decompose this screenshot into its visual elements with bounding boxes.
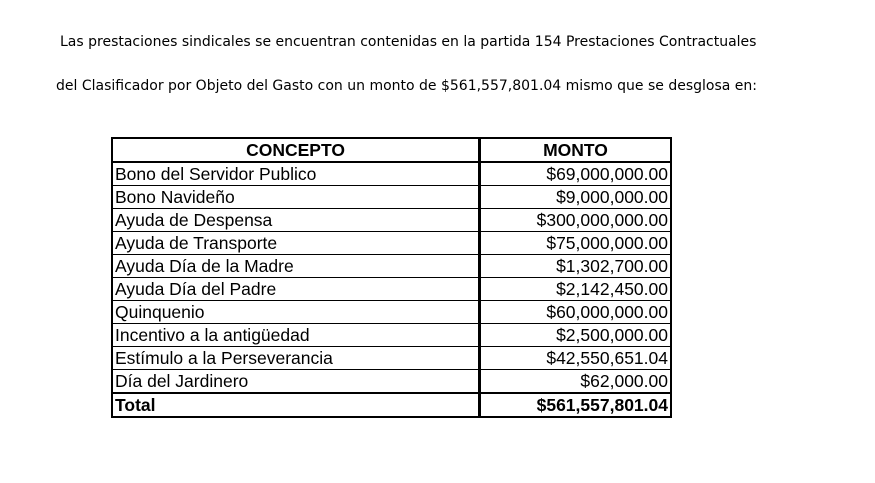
table-row — [112, 324, 671, 347]
paragraph-line-1: Las prestaciones sindicales se encuentran contenidas en la partida 154 Prestaciones Contractuales — [60, 34, 757, 50]
concepto-cell: Bono Navideño — [112, 186, 480, 209]
total-amount: $561,557,801.04 — [480, 393, 671, 417]
monto-cell: $62,000.00 — [480, 370, 671, 394]
table-row — [112, 186, 671, 209]
desglose-table — [111, 137, 672, 418]
monto-cell: $9,000,000.00 — [480, 186, 671, 209]
concepto-cell: Ayuda Día del Padre — [112, 278, 480, 301]
monto-cell: $2,500,000.00 — [480, 324, 671, 347]
table-body — [112, 162, 671, 393]
table-row — [112, 209, 671, 232]
paragraph-line-2: del Clasificador por Objeto del Gasto con un monto de $561,557,801.04 mismo que se desglosa en: — [56, 78, 757, 94]
monto-cell: $69,000,000.00 — [480, 162, 671, 186]
table-header-row — [112, 138, 671, 162]
monto-cell: $1,302,700.00 — [480, 255, 671, 278]
table-row — [112, 370, 671, 394]
table-row — [112, 347, 671, 370]
concepto-cell: Ayuda de Transporte — [112, 232, 480, 255]
concepto-cell: Quinquenio — [112, 301, 480, 324]
table-row — [112, 255, 671, 278]
concepto-cell: Estímulo a la Perseverancia — [112, 347, 480, 370]
monto-cell: $75,000,000.00 — [480, 232, 671, 255]
monto-cell: $2,142,450.00 — [480, 278, 671, 301]
concepto-cell: Incentivo a la antigüedad — [112, 324, 480, 347]
table-row — [112, 278, 671, 301]
table-row — [112, 301, 671, 324]
header-monto: MONTO — [480, 138, 671, 162]
total-label: Total — [112, 393, 480, 417]
table-row — [112, 232, 671, 255]
monto-cell: $42,550,651.04 — [480, 347, 671, 370]
monto-cell: $60,000,000.00 — [480, 301, 671, 324]
monto-cell: $300,000,000.00 — [480, 209, 671, 232]
concepto-cell: Ayuda Día de la Madre — [112, 255, 480, 278]
table-row — [112, 162, 671, 186]
total-row — [112, 393, 671, 417]
concepto-cell: Bono del Servidor Publico — [112, 162, 480, 186]
concepto-cell: Ayuda de Despensa — [112, 209, 480, 232]
concepto-cell: Día del Jardinero — [112, 370, 480, 394]
header-concepto: CONCEPTO — [112, 138, 480, 162]
